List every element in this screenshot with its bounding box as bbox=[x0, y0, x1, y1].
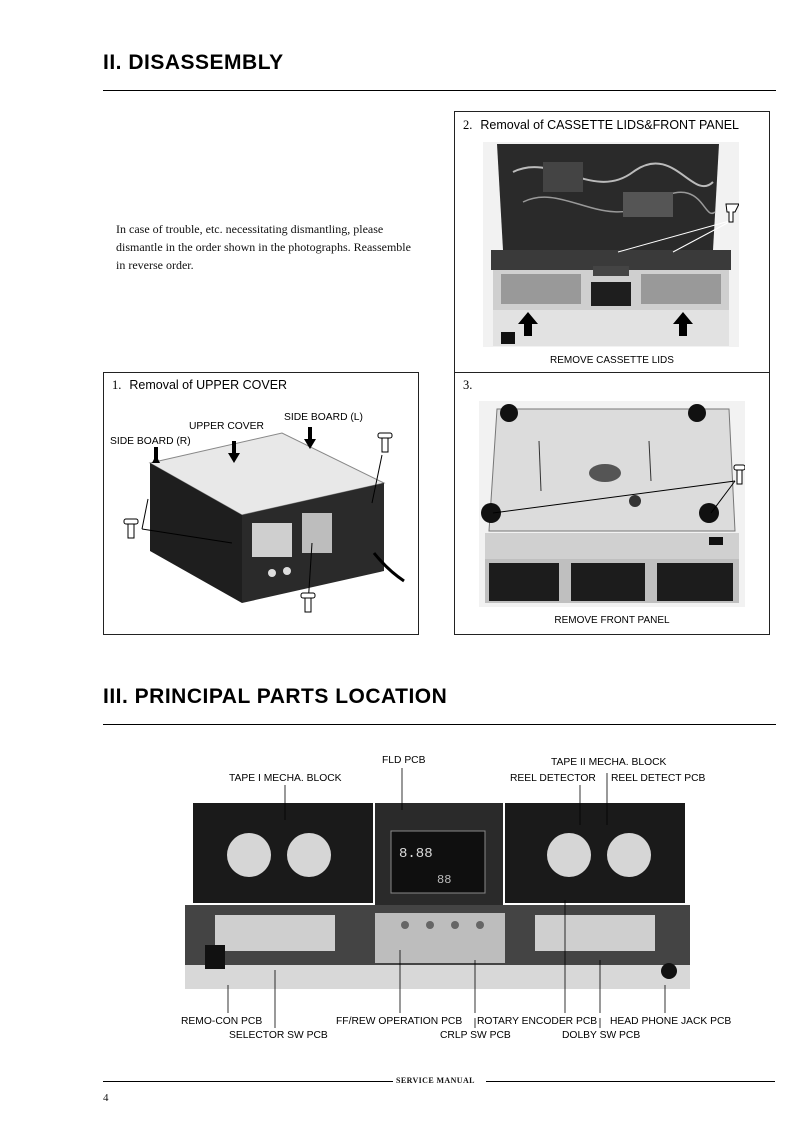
footer-rule-right bbox=[486, 1081, 775, 1082]
panel-number: 3. bbox=[463, 378, 473, 392]
panel-cassette-lids bbox=[454, 111, 770, 373]
label-dolby-sw-pcb: DOLBY SW PCB bbox=[562, 1030, 641, 1041]
photo-cassette-lids bbox=[483, 142, 739, 347]
label-tape2-mecha: TAPE II MECHA. BLOCK bbox=[551, 757, 667, 768]
panel-front-panel bbox=[454, 372, 770, 635]
label-fld-pcb: FLD PCB bbox=[382, 755, 426, 766]
panel-number: 1. bbox=[112, 378, 122, 392]
photo-front-panel bbox=[479, 401, 745, 607]
panel-title-text: Removal of CASSETTE LIDS&FRONT PANEL bbox=[480, 118, 740, 132]
label-head-phone-jack-pcb: HEAD PHONE JACK PCB bbox=[610, 1016, 732, 1027]
label-reel-detect-pcb: REEL DETECT PCB bbox=[611, 773, 706, 784]
panel-title bbox=[112, 378, 287, 393]
section-title-disassembly: II. DISASSEMBLY bbox=[103, 51, 284, 74]
svg-text:88: 88 bbox=[437, 873, 452, 887]
panel-caption: REMOVE CASSETTE LIDS bbox=[550, 355, 674, 366]
section-rule bbox=[103, 90, 776, 91]
label-upper-cover: UPPER COVER bbox=[189, 421, 264, 432]
label-crlp-sw-pcb: CRLP SW PCB bbox=[440, 1030, 511, 1041]
panel-upper-cover bbox=[103, 372, 419, 635]
page-number: 4 bbox=[103, 1092, 109, 1104]
photo-parts-location bbox=[185, 795, 690, 993]
svg-text:8.88: 8.88 bbox=[399, 846, 433, 862]
label-selector-sw-pcb: SELECTOR SW PCB bbox=[229, 1030, 328, 1041]
section-rule bbox=[103, 724, 776, 725]
label-side-board-r: SIDE BOARD (R) bbox=[110, 436, 191, 447]
label-rotary-encoder-pcb: ROTARY ENCODER PCB bbox=[477, 1016, 598, 1027]
label-side-board-l: SIDE BOARD (L) bbox=[284, 412, 363, 423]
footer-service-manual: SERVICE MANUAL bbox=[396, 1076, 475, 1085]
footer-rule-left bbox=[103, 1081, 393, 1082]
label-remo-con-pcb: REMO-CON PCB bbox=[181, 1016, 263, 1027]
intro-paragraph: In case of trouble, etc. necessitating dismantling, please dismantle in the order shown in the photographs. Reassemble in reverse order. bbox=[116, 222, 411, 272]
panel-caption: REMOVE FRONT PANEL bbox=[554, 615, 670, 626]
panel-title bbox=[463, 378, 480, 393]
label-reel-detector: REEL DETECTOR bbox=[510, 773, 596, 784]
panel-title-text: Removal of UPPER COVER bbox=[129, 378, 288, 392]
label-ff-rew-pcb: FF/REW OPERATION PCB bbox=[336, 1016, 463, 1027]
section-title-principal-parts: III. PRINCIPAL PARTS LOCATION bbox=[103, 685, 448, 708]
panel-title bbox=[463, 118, 739, 133]
label-tape1-mecha: TAPE I MECHA. BLOCK bbox=[229, 773, 342, 784]
panel-number: 2. bbox=[463, 118, 473, 132]
